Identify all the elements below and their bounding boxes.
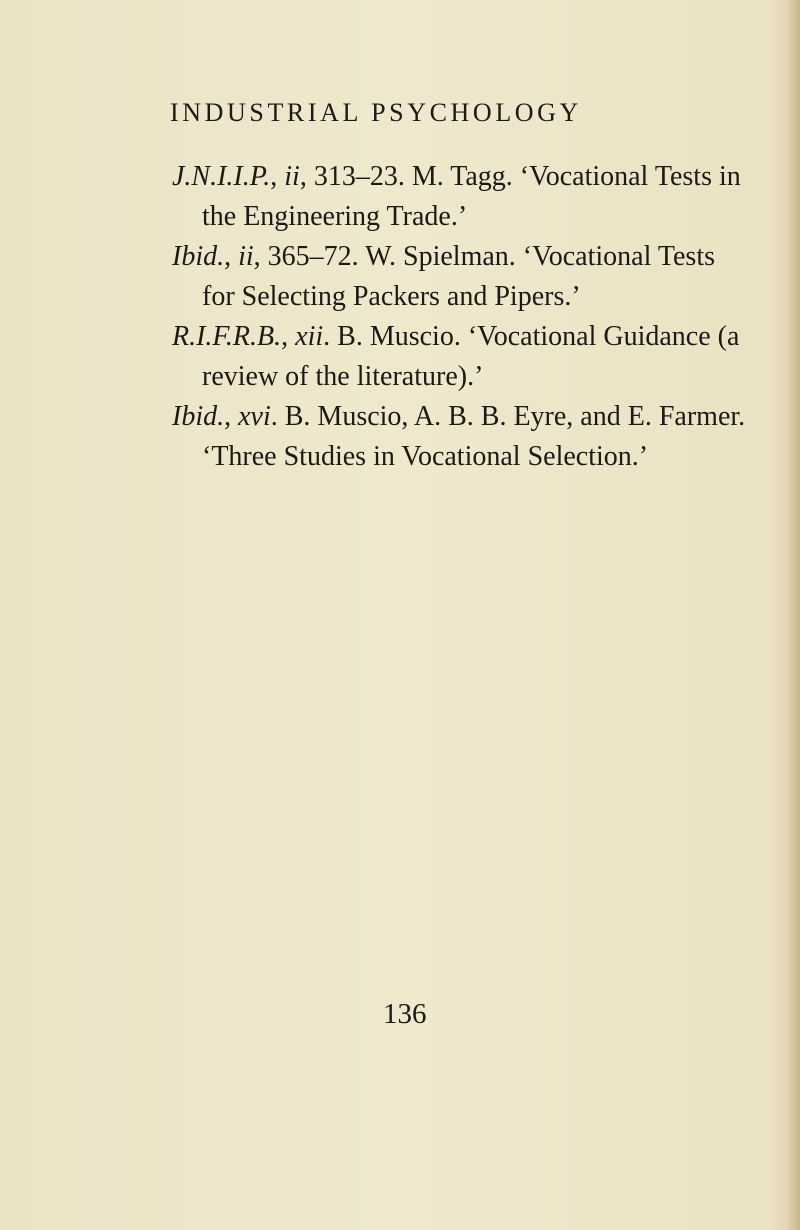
reference-entry: Ibid., xvi. B. Muscio, A. B. B. Eyre, and E. Farmer. ‘Three Studies in Vocational Selection.’ (172, 401, 746, 472)
reference-source: J.N.I.I.P. (172, 161, 271, 192)
reference-source: Ibid. (172, 401, 225, 432)
reference-text: B. Muscio, A. B. B. Eyre, and E. Farmer. ‘Three Studies in Vocational Selection.’ (202, 401, 746, 472)
reference-pages: 313–23 (313, 161, 398, 192)
page-number: 136 (383, 998, 427, 1030)
reference-pages: 365–72 (267, 241, 352, 272)
reference-entry: Ibid., ii, 365–72. W. Spielman. ‘Vocational Tests for Selecting Packers and Pipers.’ (172, 241, 715, 312)
reference-source: R.I.F.R.B. (172, 321, 282, 352)
reference-entry: R.I.F.R.B., xii. B. Muscio. ‘Vocational Guidance (a review of the literature).’ (172, 321, 740, 392)
reference-entry: J.N.I.I.P., ii, 313–23. M. Tagg. ‘Vocational Tests in the Engineering Trade.’ (172, 161, 741, 232)
reference-text: W. Spielman. ‘Vocational Tests for Selecting Packers and Pipers.’ (202, 241, 715, 312)
reference-text: M. Tagg. ‘Vocational Tests in the Engineering Trade.’ (202, 161, 741, 232)
reference-volume: xvi (238, 401, 271, 432)
reference-volume: ii (238, 241, 254, 272)
reference-volume: ii (284, 161, 300, 192)
page-edge-shadow (786, 0, 800, 1230)
reference-text: B. Muscio. ‘Vocational Guidance (a review of the literature).’ (202, 321, 740, 392)
reference-volume: xii (295, 321, 324, 352)
reference-source: Ibid. (172, 241, 225, 272)
running-head: INDUSTRIAL PSYCHOLOGY (170, 98, 582, 127)
reference-list (172, 157, 752, 477)
